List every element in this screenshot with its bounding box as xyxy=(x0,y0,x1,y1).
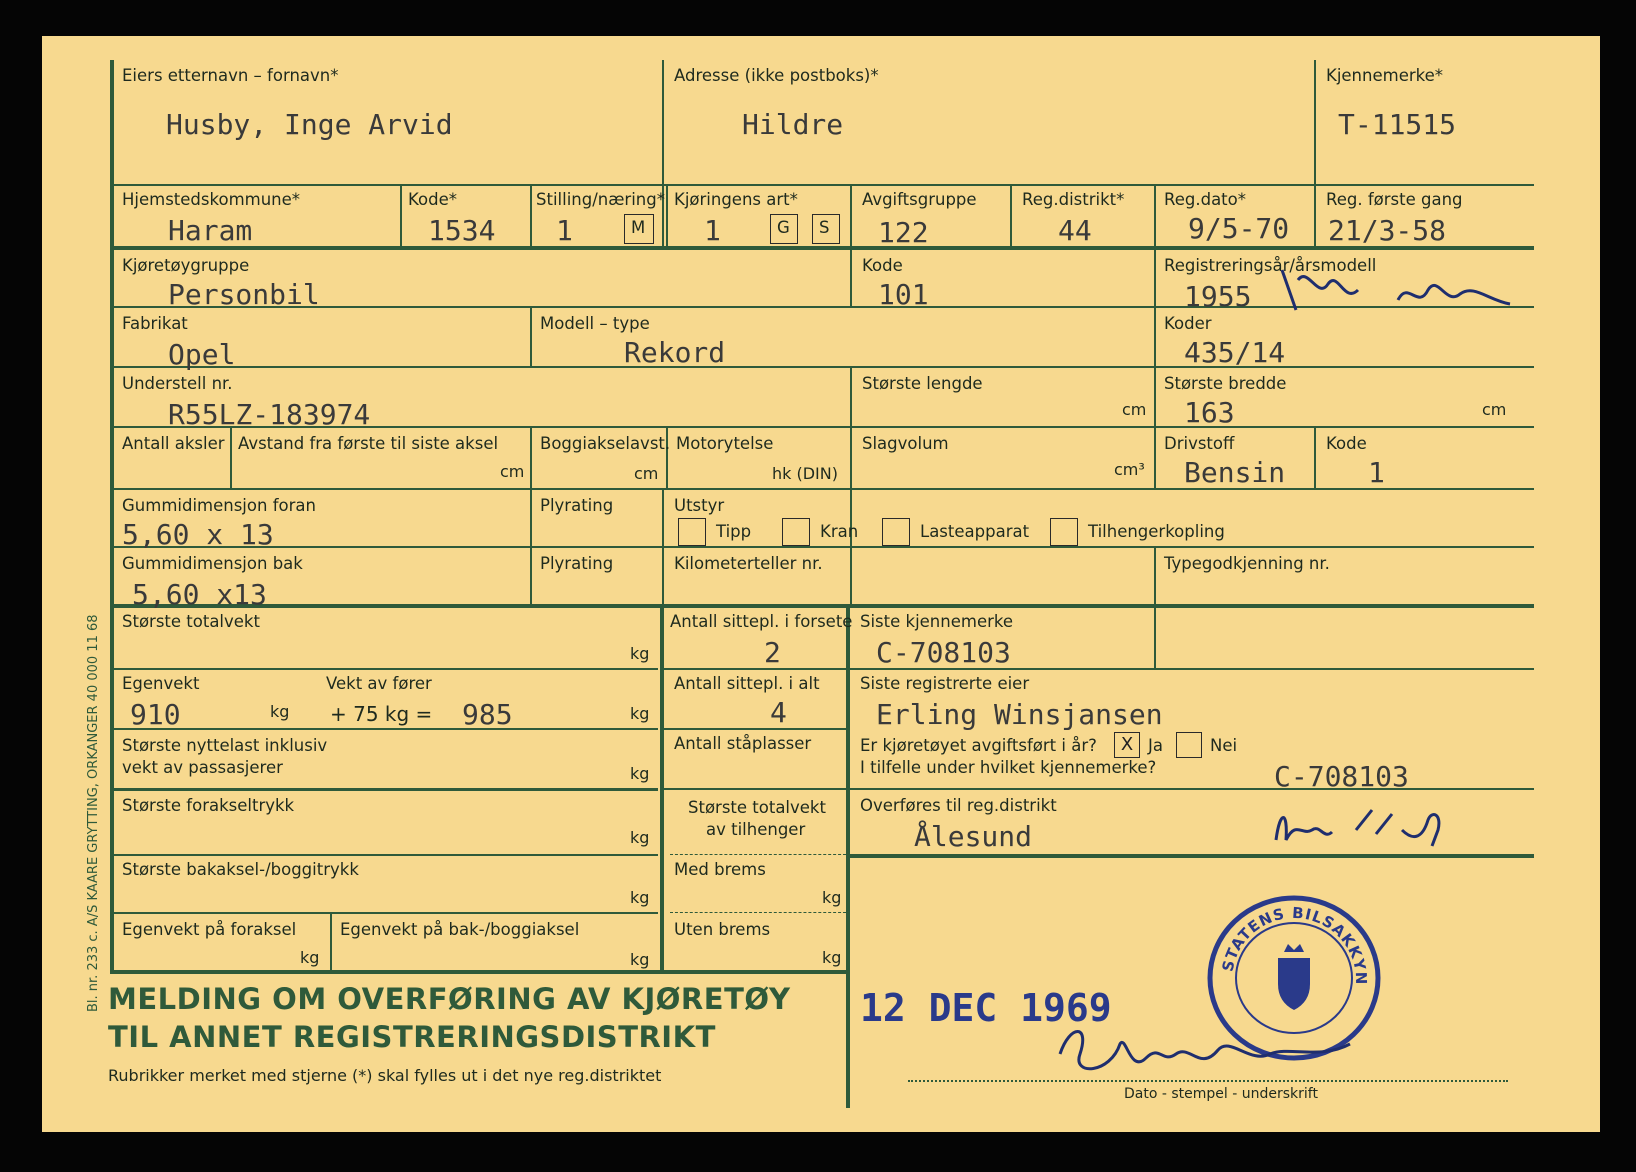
standing-label: Antall ståplasser xyxy=(674,734,812,753)
max-payload-label-2: vekt av passasjerer xyxy=(122,758,283,777)
reg-district-value: 44 xyxy=(1058,214,1092,247)
handwritten-initials-reg-year xyxy=(1278,260,1518,320)
kran-label: Kran xyxy=(820,522,859,541)
rule-dashed xyxy=(670,912,846,913)
max-length-label: Største lengde xyxy=(862,374,983,393)
reg-district-label: Reg.distrikt* xyxy=(1022,190,1125,209)
fee-paid-nei-label: Nei xyxy=(1210,736,1238,755)
vehicle-group-label: Kjøretøygruppe xyxy=(122,256,250,275)
curb-weight-unit: kg xyxy=(270,702,290,721)
rule xyxy=(110,488,1534,490)
col-rule xyxy=(530,308,532,366)
max-rear-axle-unit: kg xyxy=(630,888,650,907)
home-municipality-label: Hjemstedskommune* xyxy=(122,190,301,209)
fuel-label: Drivstoff xyxy=(1164,434,1235,453)
curb-weight-value: 910 xyxy=(130,698,181,731)
engine-power-label: Motorytelse xyxy=(676,434,774,453)
side-print: Bl. nr. 233 c. A/S KAARE GRYTTING, ORKANGER 40 000 11 68 xyxy=(86,614,101,1012)
date-stamp: 12 DEC 1969 xyxy=(860,986,1112,1030)
type-approval-label: Typegodkjenning nr. xyxy=(1164,554,1330,573)
last-owner-label: Siste registrerte eier xyxy=(860,674,1030,693)
rule xyxy=(664,728,850,730)
col-rule xyxy=(850,368,852,546)
tyre-front-label: Gummidimensjon foran xyxy=(122,496,316,515)
signature-line xyxy=(908,1080,1508,1082)
last-reg-mark-value: C-708103 xyxy=(876,636,1011,669)
max-total-weight-unit: kg xyxy=(630,644,650,663)
col-rule xyxy=(1314,428,1316,488)
fee-group-label: Avgiftsgruppe xyxy=(862,190,977,209)
max-width-unit: cm xyxy=(1482,400,1507,419)
driver-weight-add: + 75 kg = xyxy=(330,702,433,726)
max-width-label: Største bredde xyxy=(1164,374,1287,393)
last-reg-mark-label: Siste kjennemerke xyxy=(860,612,1014,631)
tyre-rear-label: Gummidimensjon bak xyxy=(122,554,303,573)
model-type-label: Modell – type xyxy=(540,314,650,333)
num-axles-label: Antall aksler xyxy=(122,434,225,453)
col-rule xyxy=(330,914,332,970)
rule xyxy=(664,788,850,790)
ply-rating-rear-label: Plyrating xyxy=(540,554,614,573)
fee-group-value: 122 xyxy=(878,216,929,249)
reg-first-value: 21/3-58 xyxy=(1328,214,1447,247)
tilhengerkopling-checkbox xyxy=(1050,518,1078,546)
rule xyxy=(664,668,850,670)
transfer-to-label: Overføres til reg.distrikt xyxy=(860,796,1057,815)
vg-code-label: Kode xyxy=(862,256,903,275)
transfer-to-value: Ålesund xyxy=(914,820,1033,853)
codes-value: 435/14 xyxy=(1184,336,1286,369)
address-value: Hildre xyxy=(742,108,844,141)
rule-thick xyxy=(110,246,1534,250)
displacement-unit: cm³ xyxy=(1114,460,1145,479)
codes-label: Koder xyxy=(1164,314,1212,333)
col-rule xyxy=(850,548,852,604)
date-stamp-signature-label: Dato - stempel - underskrift xyxy=(1124,1086,1318,1102)
col-rule xyxy=(1154,186,1156,246)
col-rule xyxy=(850,250,852,306)
max-payload-unit: kg xyxy=(630,764,650,783)
with-brakes-label: Med brems xyxy=(674,860,766,879)
tyre-rear-value: 5,60 x13 xyxy=(132,578,267,611)
reg-year-value: 1955 xyxy=(1184,280,1252,313)
curb-front-axle-label: Egenvekt på foraksel xyxy=(122,920,297,939)
tyre-front-value: 5,60 x 13 xyxy=(122,518,274,551)
chassis-value: R55LZ-183974 xyxy=(168,398,371,431)
tipp-label: Tipp xyxy=(716,522,752,541)
seal-text: STATENS BILSAKKYN xyxy=(1218,903,1371,986)
curb-rear-axle-label: Egenvekt på bak-/boggiaksel xyxy=(340,920,580,939)
max-front-axle-unit: kg xyxy=(630,828,650,847)
occupation-label: Stilling/næring* xyxy=(536,190,665,209)
owner-name-value: Husby, Inge Arvid xyxy=(166,108,453,141)
max-trailer-label-1: Største totalvekt xyxy=(688,798,826,817)
col-rule xyxy=(1154,548,1156,604)
seats-total-value: 4 xyxy=(770,696,787,729)
rule xyxy=(110,546,1534,548)
fee-paid-nei-checkbox xyxy=(1176,732,1202,758)
tipp-checkbox xyxy=(678,518,706,546)
last-owner-value: Erling Winsjansen xyxy=(876,698,1163,731)
model-type-value: Rekord xyxy=(624,336,726,369)
registration-card xyxy=(42,36,1600,1132)
reg-date-value: 9/5-70 xyxy=(1188,212,1290,245)
curb-rear-axle-unit: kg xyxy=(630,950,650,969)
address-label: Adresse (ikke postboks)* xyxy=(674,66,879,85)
rule xyxy=(850,788,1534,790)
code-label: Kode* xyxy=(408,190,457,209)
odometer-label: Kilometerteller nr. xyxy=(674,554,823,573)
under-mark-question: I tilfelle under hvilket kjennemerke? xyxy=(860,758,1157,777)
seats-front-value: 2 xyxy=(764,636,781,669)
fee-paid-ja-checkbox: X xyxy=(1114,732,1140,758)
seats-front-label: Antall sittepl. i forsete xyxy=(670,612,853,631)
fuel-code-label: Kode xyxy=(1326,434,1367,453)
equipment-label: Utstyr xyxy=(674,496,725,515)
col-rule xyxy=(400,186,402,246)
tilhengerkopling-label: Tilhengerkopling xyxy=(1088,522,1225,541)
reg-year-model-label: Registreringsår/årsmodell xyxy=(1164,256,1377,275)
make-label: Fabrikat xyxy=(122,314,188,333)
without-brakes-label: Uten brems xyxy=(674,920,771,939)
rule-thick xyxy=(110,970,850,974)
max-length-unit: cm xyxy=(1122,400,1147,419)
col-rule xyxy=(1154,608,1156,668)
col-rule xyxy=(1010,186,1012,246)
rule-thick xyxy=(110,604,1534,608)
left-border xyxy=(110,60,114,970)
chassis-label: Understell nr. xyxy=(122,374,233,393)
col-rule xyxy=(1314,186,1316,246)
max-width-value: 163 xyxy=(1184,396,1235,429)
without-brakes-unit: kg xyxy=(822,948,842,967)
col-rule xyxy=(662,60,664,246)
handwritten-mark-transfer xyxy=(1272,800,1462,850)
fee-paid-question: Er kjøretøyet avgiftsført i år? xyxy=(860,736,1097,755)
vg-code-value: 101 xyxy=(878,278,929,311)
reg-first-label: Reg. første gang xyxy=(1326,190,1463,209)
driver-total-unit: kg xyxy=(630,704,650,723)
occupation-m-letter: M xyxy=(631,218,646,237)
lasteapparat-checkbox xyxy=(882,518,910,546)
home-municipality-value: Haram xyxy=(168,214,253,247)
occupation-value: 1 xyxy=(556,214,573,247)
owner-name-label: Eiers etternavn – fornavn* xyxy=(122,66,339,85)
vehicle-group-value: Personbil xyxy=(168,278,320,311)
bogie-distance-label: Boggiakselavst. xyxy=(540,434,671,453)
rule-thick xyxy=(850,854,1534,858)
axle-distance-label: Avstand fra første til siste aksel xyxy=(238,434,499,453)
kran-checkbox xyxy=(782,518,810,546)
curb-front-axle-unit: kg xyxy=(300,948,320,967)
form-title-line2: TIL ANNET REGISTRERINGSDISTRIKT xyxy=(108,1020,716,1054)
rule xyxy=(110,668,658,670)
engine-power-unit: hk (DIN) xyxy=(772,464,838,483)
reg-mark-value: T-11515 xyxy=(1338,108,1457,141)
form-note: Rubrikker merket med stjerne (*) skal fylles ut i det nye reg.distriktet xyxy=(108,1066,662,1085)
max-payload-label-1: Største nyttelast inklusiv xyxy=(122,736,328,755)
reg-mark-label: Kjennemerke* xyxy=(1326,66,1443,85)
under-mark-value: C-708103 xyxy=(1274,760,1409,793)
col-rule xyxy=(230,428,232,488)
curb-weight-label: Egenvekt xyxy=(122,674,200,693)
code-value: 1534 xyxy=(428,214,496,247)
with-brakes-unit: kg xyxy=(822,888,842,907)
driver-weight-label: Vekt av fører xyxy=(326,674,432,693)
driver-total-value: 985 xyxy=(462,698,513,731)
rule xyxy=(110,728,658,730)
reg-date-label: Reg.dato* xyxy=(1164,190,1246,209)
form-title-line1: MELDING OM OVERFØRING AV KJØRETØY xyxy=(108,982,791,1016)
rule xyxy=(110,854,658,856)
rule xyxy=(110,366,1534,368)
driving-type-label: Kjøringens art* xyxy=(674,190,798,209)
col-rule xyxy=(850,186,852,246)
col-rule xyxy=(530,428,532,488)
handwritten-signature xyxy=(1050,1014,1390,1094)
col-rule xyxy=(662,490,664,604)
driving-s-letter: S xyxy=(819,218,830,237)
col-rule xyxy=(530,490,532,604)
rule xyxy=(110,912,658,914)
col-rule xyxy=(666,186,668,246)
max-front-axle-label: Største forakseltrykk xyxy=(122,796,295,815)
driving-g-letter: G xyxy=(777,218,790,237)
axle-distance-unit: cm xyxy=(500,462,525,481)
fee-paid-ja-label: Ja xyxy=(1148,736,1163,755)
max-trailer-label-2: av tilhenger xyxy=(706,820,806,839)
max-total-weight-label: Største totalvekt xyxy=(122,612,260,631)
rule xyxy=(110,184,1534,186)
displacement-label: Slagvolum xyxy=(862,434,949,453)
bogie-distance-unit: cm xyxy=(634,464,659,483)
driving-type-value: 1 xyxy=(704,214,721,247)
lasteapparat-label: Lasteapparat xyxy=(920,522,1030,541)
col-rule xyxy=(530,186,532,246)
make-value: Opel xyxy=(168,338,236,371)
rule-thick xyxy=(110,788,658,791)
rule-dashed xyxy=(670,854,846,855)
max-rear-axle-label: Største bakaksel-/boggitrykk xyxy=(122,860,359,879)
seats-total-label: Antall sittepl. i alt xyxy=(674,674,820,693)
ply-rating-front-label: Plyrating xyxy=(540,496,614,515)
fuel-value: Bensin xyxy=(1184,456,1286,489)
col-rule xyxy=(1154,250,1156,488)
col-rule-thick xyxy=(846,608,850,1108)
fuel-code-value: 1 xyxy=(1368,456,1385,489)
col-rule-thick xyxy=(660,608,664,972)
